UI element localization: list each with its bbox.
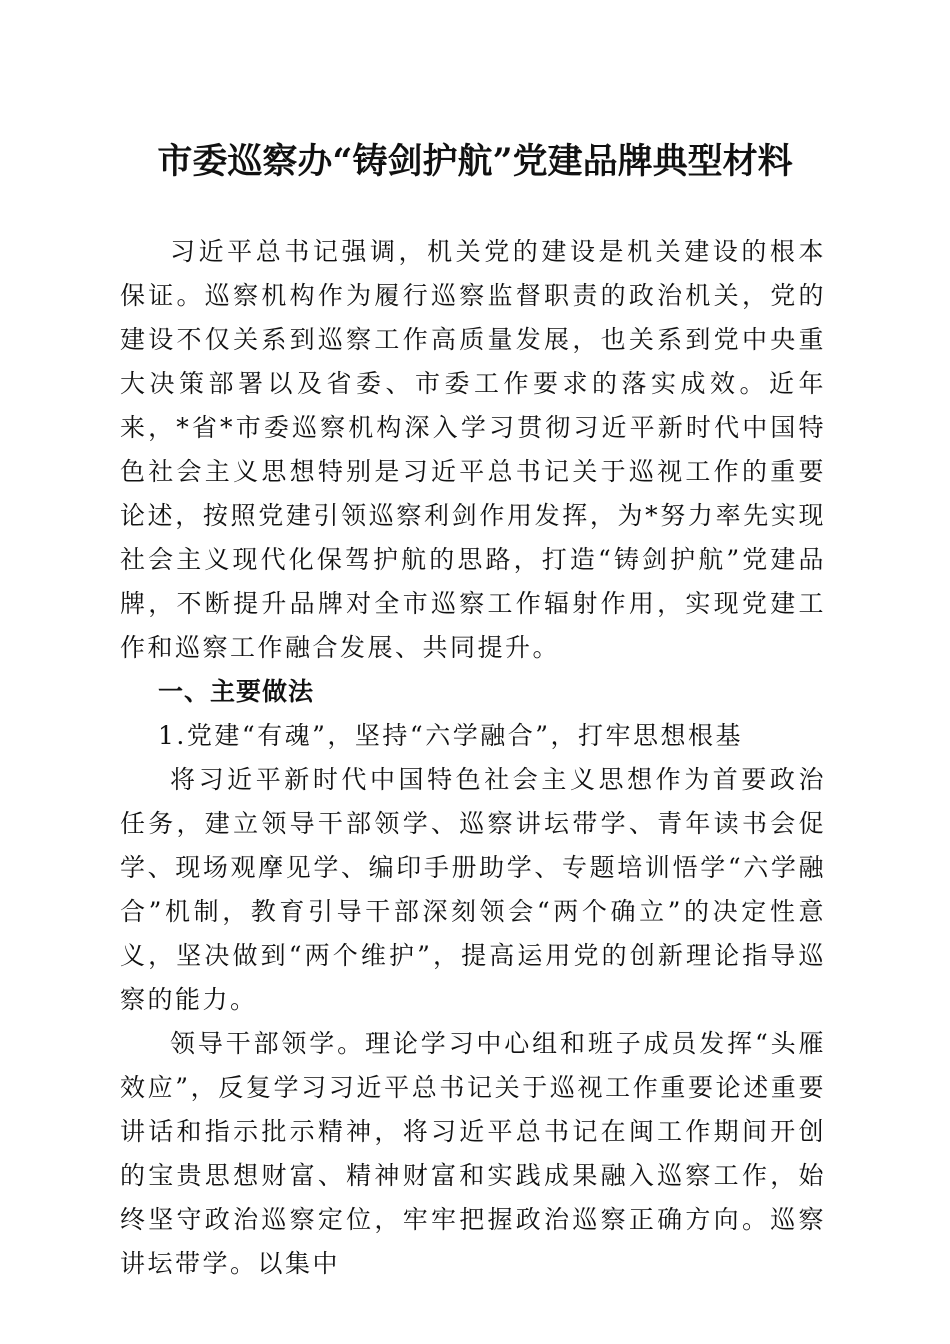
- section-heading-main-practices: 一、主要做法: [158, 677, 315, 706]
- document-title: 市委巡察办“铸剑护航”党建品牌典型材料: [157, 141, 793, 182]
- subsection-1-paragraph-2: 领导干部领学。理论学习中心组和班子成员发挥“头雁效应”，反复学习习近平总书记关于巡视工作重要论述重要讲话和指示批示精神，将习近平总书记在闽工作期间开创的宝贵思想财富、精神财富和实践成果融入巡察工作，始终坚守政治巡察定位，牢牢把握政治巡察正确方向。巡察讲坛带学。以集中: [120, 1029, 826, 1278]
- intro-paragraph: 习近平总书记强调，机关党的建设是机关建设的根本保证。巡察机构作为履行巡察监督职责的政治机关，党的建设不仅关系到巡察工作高质量发展，也关系到党中央重大决策部署以及省委、市委工作要求的落实成效。近年来，*省*市委巡察机构深入学习贯彻习近平新时代中国特色社会主义思想特别是习近平总书记关于巡视工作的重要论述，按照党建引领巡察利剑作用发挥，为*努力率先实现社会主义现代化保驾护航的思路，打造“铸剑护航”党建品牌，不断提升品牌对全市巡察工作辐射作用，实现党建工作和巡察工作融合发展、共同提升。: [120, 237, 826, 662]
- subsection-heading-1: 1.党建“有魂”，坚持“六学融合”，打牢思想根基: [158, 721, 743, 750]
- subsection-1-paragraph-1: 将习近平新时代中国特色社会主义思想作为首要政治任务，建立领导干部领学、巡察讲坛带学、青年读书会促学、现场观摩见学、编印手册助学、专题培训悟学“六学融合”机制，教育引导干部深刻领会“两个确立”的决定性意义，坚决做到“两个维护”，提高运用党的创新理论指导巡察的能力。: [120, 765, 826, 1014]
- document-body: [120, 230, 826, 1286]
